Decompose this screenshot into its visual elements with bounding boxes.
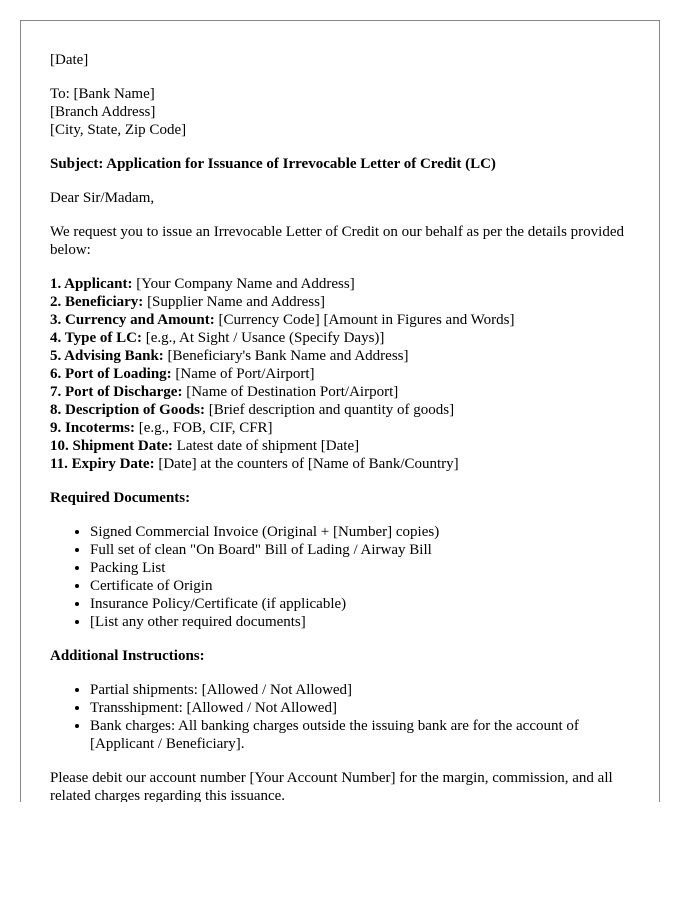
letter-page bbox=[20, 20, 660, 802]
lc-detail-value: [Date] at the counters of [Name of Bank/Country] bbox=[154, 456, 459, 472]
list-item: • Insurance Policy/Certificate (if applicable) bbox=[90, 595, 640, 613]
closing-paragraph: Please debit our account number [Your Account Number] for the margin, commission, and all related charges regarding this issuance. bbox=[50, 770, 613, 802]
lc-detail-label: 3. Currency and Amount: bbox=[50, 312, 215, 328]
list-item: • Packing List bbox=[90, 559, 640, 577]
lc-detail-value: [Brief description and quantity of goods] bbox=[205, 402, 455, 418]
lc-detail-value: [Name of Destination Port/Airport] bbox=[182, 384, 399, 400]
required-documents-heading: Required Documents: bbox=[50, 490, 191, 506]
lc-detail-value: [Name of Port/Airport] bbox=[171, 366, 315, 382]
list-item: • Bank charges: All banking charges outside the issuing bank are for the account of [Applicant / Beneficiary]. bbox=[90, 717, 640, 753]
additional-instructions-heading: Additional Instructions: bbox=[50, 648, 205, 664]
list-item: • Partial shipments: [Allowed / Not Allowed] bbox=[90, 681, 640, 699]
lc-detail-item bbox=[50, 437, 640, 455]
recipient-block bbox=[50, 85, 640, 139]
list-item: • Certificate of Origin bbox=[90, 577, 640, 595]
lc-detail-label: 6. Port of Loading: bbox=[50, 366, 172, 382]
lc-detail-item bbox=[50, 365, 640, 383]
lc-detail-label: 2. Beneficiary: bbox=[50, 294, 144, 310]
lc-detail-value: [Supplier Name and Address] bbox=[143, 294, 325, 310]
recipient-branch-address: [Branch Address] bbox=[50, 104, 156, 120]
lc-details-list bbox=[50, 275, 640, 473]
letter-date: [Date] bbox=[50, 52, 89, 68]
lc-detail-item bbox=[50, 455, 640, 473]
lc-detail-value: [Currency Code] [Amount in Figures and Words] bbox=[214, 312, 515, 328]
lc-detail-value: [e.g., At Sight / Usance (Specify Days)] bbox=[141, 330, 385, 346]
lc-detail-label: 1. Applicant: bbox=[50, 276, 133, 292]
lc-detail-value: [Beneficiary's Bank Name and Address] bbox=[163, 348, 409, 364]
list-item: • [List any other required documents] bbox=[90, 613, 640, 631]
lc-detail-item bbox=[50, 293, 640, 311]
letter-body bbox=[50, 51, 640, 802]
lc-detail-value: [Your Company Name and Address] bbox=[132, 276, 355, 292]
lc-detail-item bbox=[50, 347, 640, 365]
recipient-city: [City, State, Zip Code] bbox=[50, 122, 187, 138]
list-item: • Transshipment: [Allowed / Not Allowed] bbox=[90, 699, 640, 717]
lc-detail-label: 5. Advising Bank: bbox=[50, 348, 164, 364]
intro-paragraph: We request you to issue an Irrevocable Letter of Credit on our behalf as per the details provided below: bbox=[50, 224, 625, 258]
lc-detail-value: [e.g., FOB, CIF, CFR] bbox=[134, 420, 273, 436]
required-documents-list bbox=[50, 523, 640, 631]
salutation: Dear Sir/Madam, bbox=[50, 190, 155, 206]
lc-detail-label: 4. Type of LC: bbox=[50, 330, 142, 346]
letter-subject: Subject: Application for Issuance of Irrevocable Letter of Credit (LC) bbox=[50, 156, 496, 172]
lc-detail-label: 11. Expiry Date: bbox=[50, 456, 155, 472]
lc-detail-label: 8. Description of Goods: bbox=[50, 402, 205, 418]
additional-instructions-list bbox=[50, 681, 640, 753]
list-item: • Full set of clean "On Board" Bill of Lading / Airway Bill bbox=[90, 541, 640, 559]
lc-detail-item bbox=[50, 419, 640, 437]
lc-detail-label: 9. Incoterms: bbox=[50, 420, 135, 436]
lc-detail-item bbox=[50, 311, 640, 329]
lc-detail-value: Latest date of shipment [Date] bbox=[172, 438, 360, 454]
lc-detail-item bbox=[50, 401, 640, 419]
lc-detail-item bbox=[50, 329, 640, 347]
lc-detail-item bbox=[50, 275, 640, 293]
lc-detail-label: 7. Port of Discharge: bbox=[50, 384, 183, 400]
lc-detail-item bbox=[50, 383, 640, 401]
recipient-bank: To: [Bank Name] bbox=[50, 86, 155, 102]
lc-detail-label: 10. Shipment Date: bbox=[50, 438, 173, 454]
list-item: • Signed Commercial Invoice (Original + [Number] copies) bbox=[90, 523, 640, 541]
